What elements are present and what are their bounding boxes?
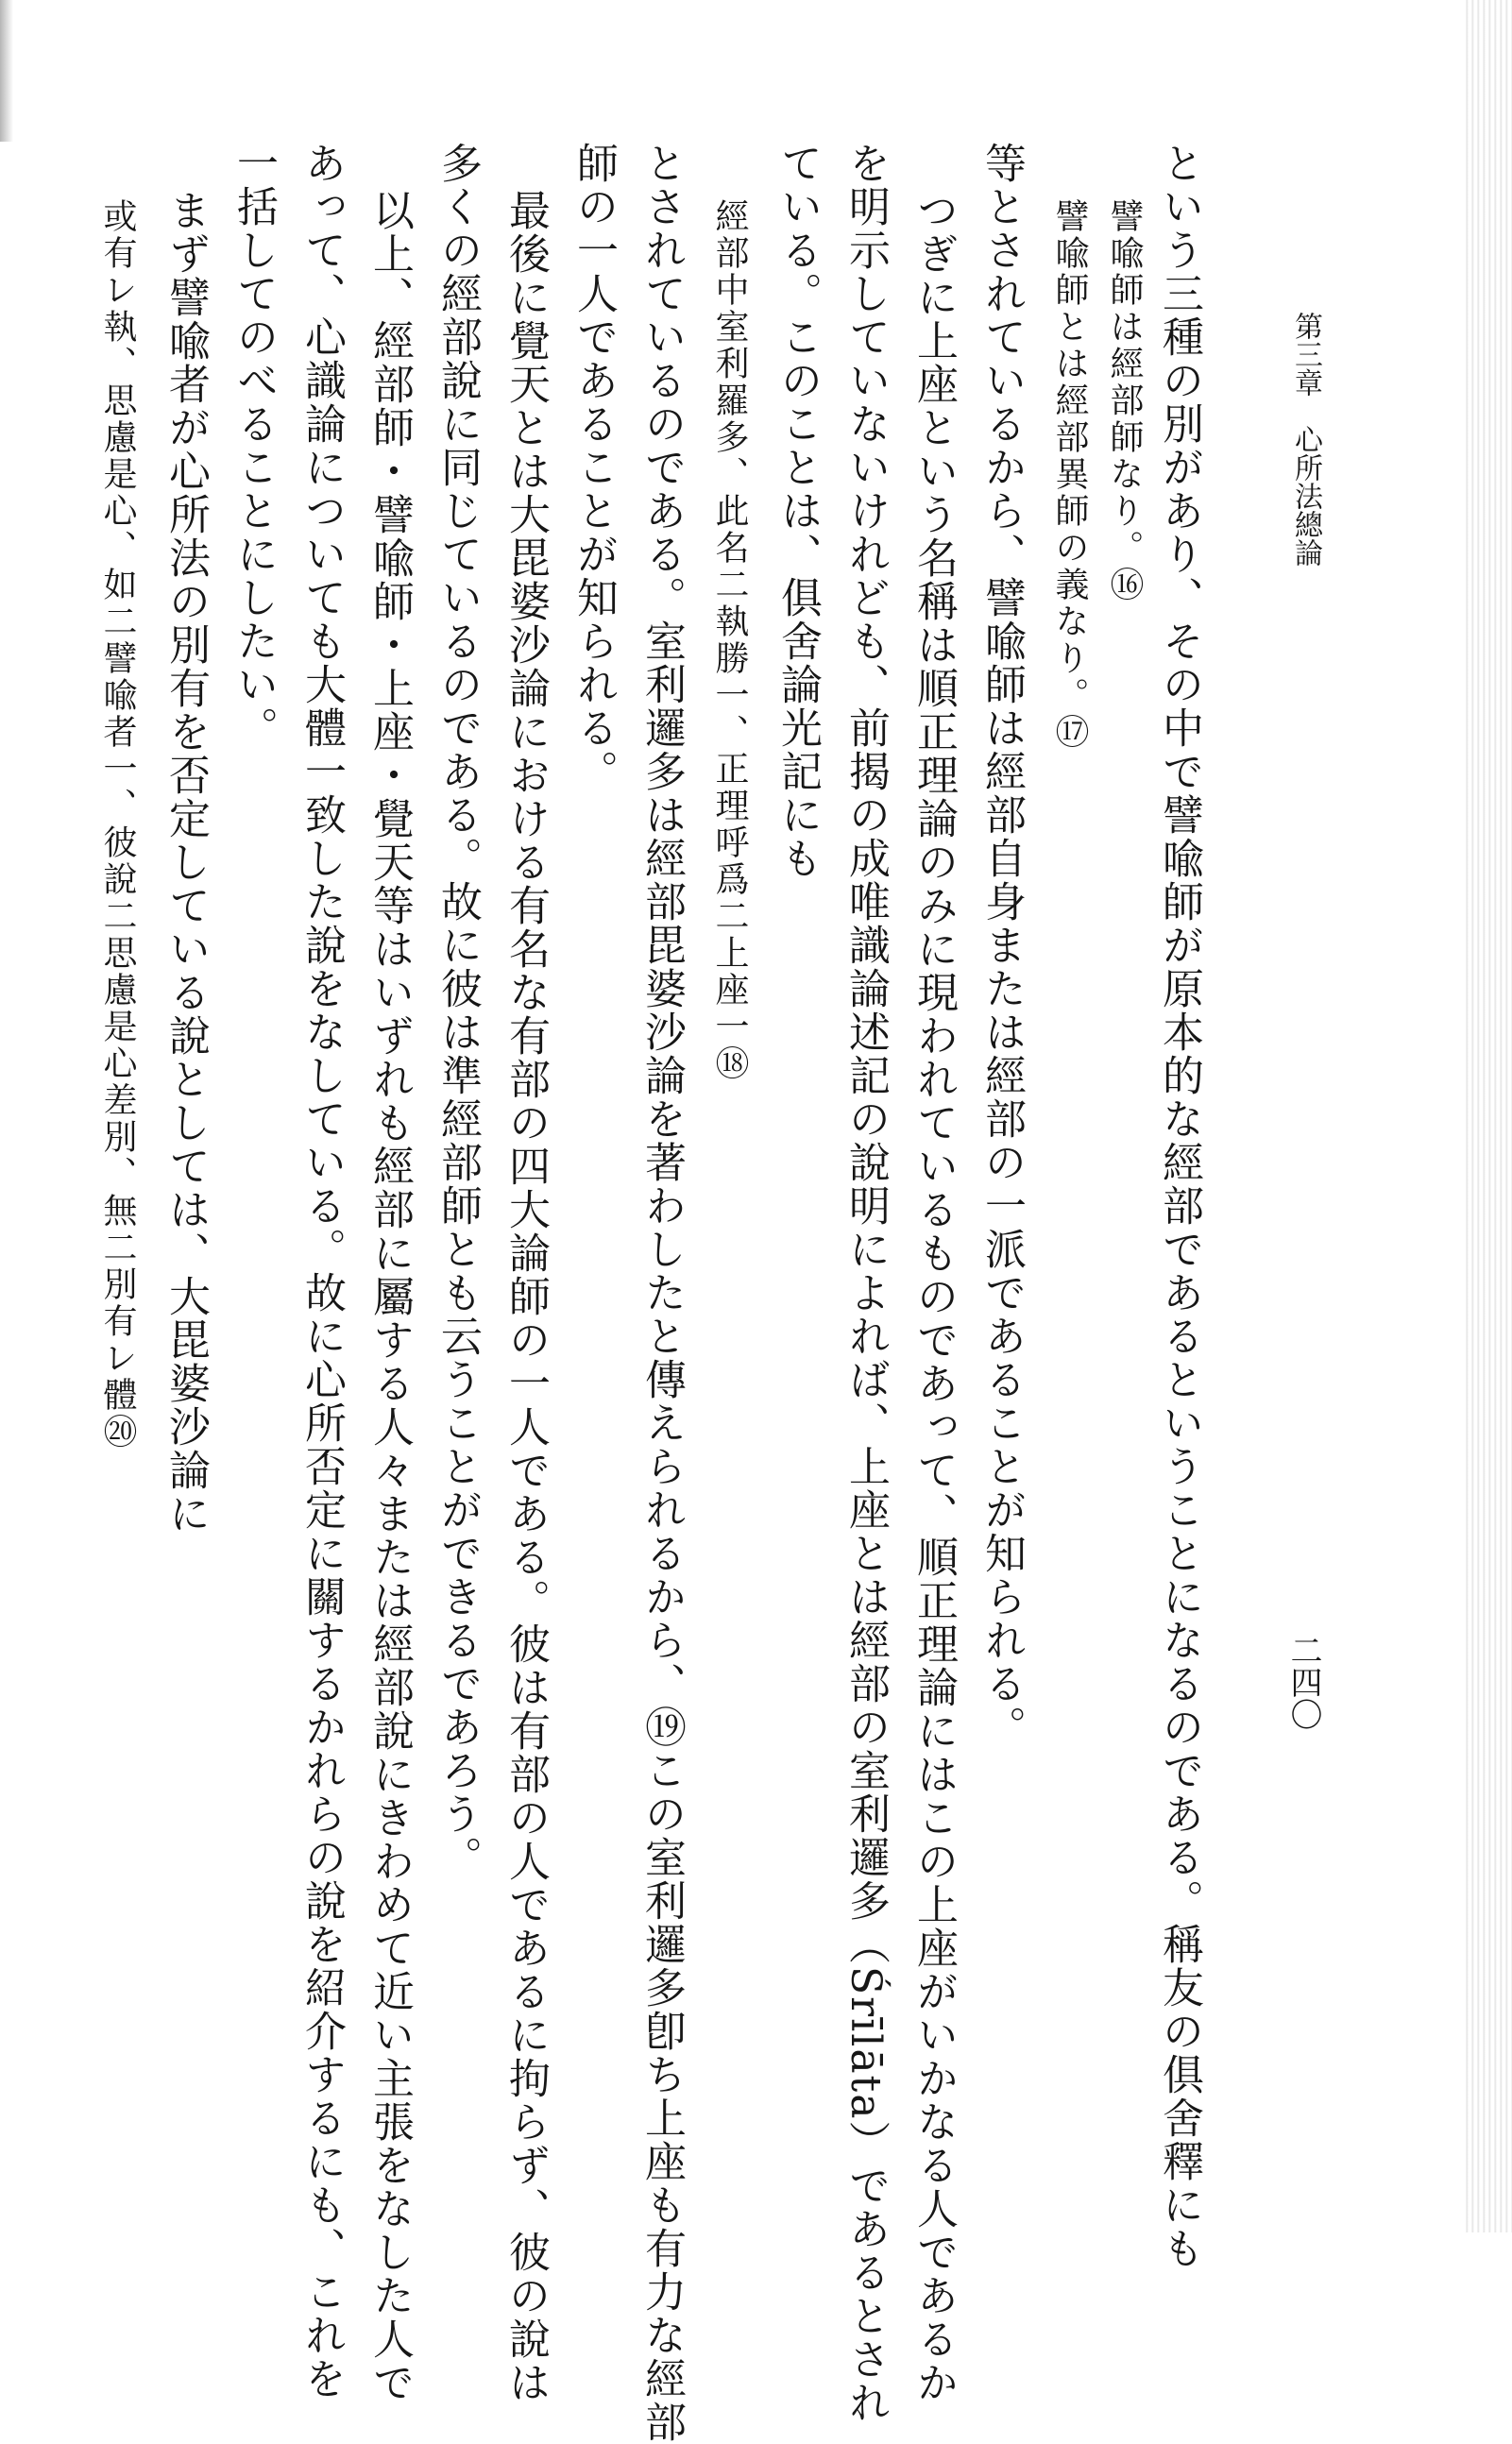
text-line-13: 以上、經部師・譬喩師・上座・覺天等はいずれも經部に屬する人々または經部說にきわめて近い主張をなした人で [365,189,414,2404]
text-line-9: とされているのである。室利邏多は經部毘婆沙論を著わしたと傳えられるから、⑲この室利邏多卽ち上座も有力な經部 [637,142,686,2444]
scan-edge-right [1463,0,1512,2232]
text-line-7: ている。このことは、俱舍論光記にも [773,142,822,880]
text-line-11: 最後に覺天とは大毘婆沙論における有名な有部の四大論師の一人である。彼は有部の人であるに拘らず、彼の說は [501,189,550,2404]
text-line-4: 等とされているから、譬喩師は經部自身または經部の一派であることが知られる。 [977,142,1026,1749]
text-line-1: という三種の別があり、その中で譬喩師が原本的な經部であるということになるのである。稱友の俱舍釋にも [1155,142,1203,2270]
text-line-15: 一括してのべることにしたい。 [229,142,278,750]
scan-edge-left [0,0,13,142]
quote-line-2: 譬喩師は經部師なり。⑯ [1105,198,1144,603]
quote-line-3: 譬喩師とは經部異師の義なり。⑰ [1050,198,1089,751]
text-line-6: を明示していないけれども、前揭の成唯識論述記の說明によれば、上座とは經部の室利邏多（Śrīlāta）であるとされ [841,142,890,2425]
quote-line-17: 或有レ執、思慮是心、如二譬喩者一、彼說二思慮是心差別、無二別有レ體⑳ [98,198,137,1451]
page-number: 二四〇 [1284,1634,1322,1730]
text-line-14: あって、心識論についても大體一致した說をなしている。故に心所否定に關するかれらの說を紹介するにも、これを [297,142,346,2401]
text-line-16: まず譬喩者が心所法の別有を否定している說としては、大毘婆沙論に [161,189,210,1536]
text-line-5: つぎに上座という名稱は順正理論のみに現われているものであって、順正理論にはこの上座がいかなる人であるか [909,189,958,2404]
running-header: 第三章 心所法總論 [1289,312,1322,567]
text-line-12: 多くの經部說に同じているのである。故に彼は準經部師とも云うことができるであろう。 [433,142,482,1879]
text-line-10: 師の一人であることが知られる。 [569,142,618,793]
quote-line-8: 經部中室利羅多、此名二執勝一、正理呼爲二上座一⑱ [710,198,749,1082]
